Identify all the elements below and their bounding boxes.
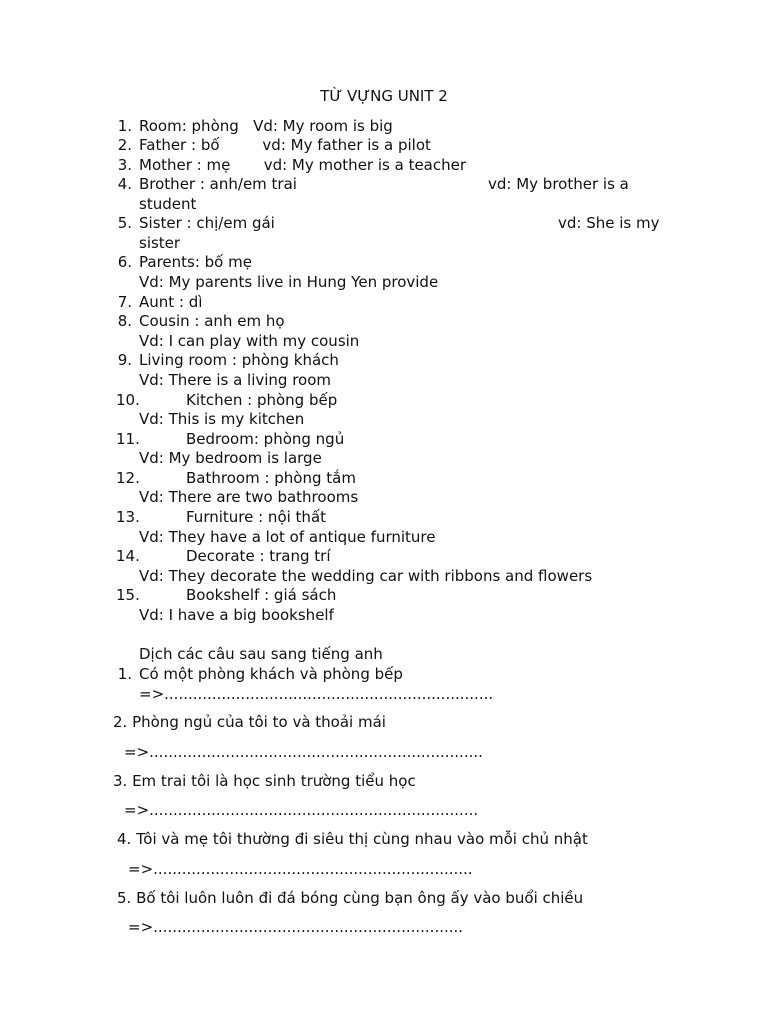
vocab-example-cont: student bbox=[139, 195, 197, 213]
exercise-question: 2. Phòng ngủ của tôi to và thoải mái bbox=[113, 713, 386, 731]
vocab-number: 6. bbox=[117, 253, 132, 271]
vocab-entry: Bedroom: phòng ngủ bbox=[186, 430, 345, 448]
vocab-example: Vd: I have a big bookshelf bbox=[139, 606, 334, 624]
vocab-entry: Parents: bố mẹ bbox=[139, 253, 252, 271]
vocab-example: Vd: My bedroom is large bbox=[139, 449, 322, 467]
exercise-question: 5. Bố tôi luôn luôn đi đá bóng cùng bạn ông ấy vào buổi chiều bbox=[117, 889, 584, 907]
vocab-entry: Living room : phòng khách bbox=[139, 351, 339, 369]
translate-heading: Dịch các câu sau sang tiếng anh bbox=[139, 645, 383, 663]
exercise-answer-line: =>..................................................................... bbox=[124, 801, 479, 819]
vocab-number: 2. bbox=[117, 136, 132, 154]
exercise-question: 4. Tôi và mẹ tôi thường đi siêu thị cùng nhau vào mỗi chủ nhật bbox=[117, 830, 588, 848]
exercise-answer-line: =>................................................................. bbox=[128, 918, 464, 936]
vocab-entry: Cousin : anh em họ bbox=[139, 312, 285, 330]
vocab-number: 15. bbox=[116, 586, 140, 604]
vocab-number: 12. bbox=[116, 469, 140, 487]
vocab-entry: Bathroom : phòng tắm bbox=[186, 469, 356, 487]
vocab-number: 5. bbox=[117, 214, 132, 232]
vocab-number: 13. bbox=[116, 508, 140, 526]
vocab-example: Vd: I can play with my cousin bbox=[139, 332, 360, 350]
vocab-number: 14. bbox=[116, 547, 140, 565]
vocab-number: 9. bbox=[117, 351, 132, 369]
vocab-number: 7. bbox=[117, 293, 132, 311]
vocab-example: vd: My brother is a bbox=[488, 175, 629, 193]
vocab-entry: Sister : chị/em gái bbox=[139, 214, 275, 232]
vocab-entry: Father : bố vd: My father is a pilot bbox=[139, 136, 431, 154]
vocab-number: 4. bbox=[117, 175, 132, 193]
vocab-entry: Mother : mẹ vd: My mother is a teacher bbox=[139, 156, 467, 174]
vocab-number: 10. bbox=[116, 391, 140, 409]
exercise-answer-line: =>...................................................................... bbox=[124, 743, 483, 761]
vocab-entry: Brother : anh/em trai bbox=[139, 175, 297, 193]
vocab-example: Vd: There is a living room bbox=[139, 371, 332, 389]
vocab-example-cont: sister bbox=[139, 234, 181, 252]
vocab-number: 11. bbox=[116, 430, 140, 448]
vocab-example: Vd: My parents live in Hung Yen provide bbox=[139, 273, 439, 291]
vocab-example: Vd: They have a lot of antique furniture bbox=[139, 528, 436, 546]
vocab-entry: Room: phòng Vd: My room is big bbox=[139, 117, 393, 135]
vocab-entry: Bookshelf : giá sách bbox=[186, 586, 337, 604]
vocab-number: 3. bbox=[117, 156, 132, 174]
vocab-entry: Kitchen : phòng bếp bbox=[186, 391, 338, 409]
vocab-number: 8. bbox=[117, 312, 132, 330]
vocab-example: Vd: They decorate the wedding car with ribbons and flowers bbox=[139, 567, 593, 585]
page-title: TỪ VỰNG UNIT 2 bbox=[320, 87, 448, 105]
vocab-entry: Furniture : nội thất bbox=[186, 508, 327, 526]
exercise-question: 3. Em trai tôi là học sinh trường tiểu học bbox=[113, 772, 416, 790]
exercise-question: Có một phòng khách và phòng bếp bbox=[139, 665, 403, 683]
vocab-number: 1. bbox=[117, 117, 132, 135]
vocab-entry: Aunt : dì bbox=[139, 293, 203, 311]
vocab-example: Vd: This is my kitchen bbox=[139, 410, 305, 428]
exercise-answer-line: =>..................................................................... bbox=[139, 685, 494, 703]
vocab-example: vd: She is my bbox=[558, 214, 660, 232]
exercise-number: 1. bbox=[117, 665, 132, 683]
vocab-example: Vd: There are two bathrooms bbox=[139, 488, 359, 506]
exercise-answer-line: =>................................................................... bbox=[128, 860, 473, 878]
vocab-entry: Decorate : trang trí bbox=[186, 547, 331, 565]
